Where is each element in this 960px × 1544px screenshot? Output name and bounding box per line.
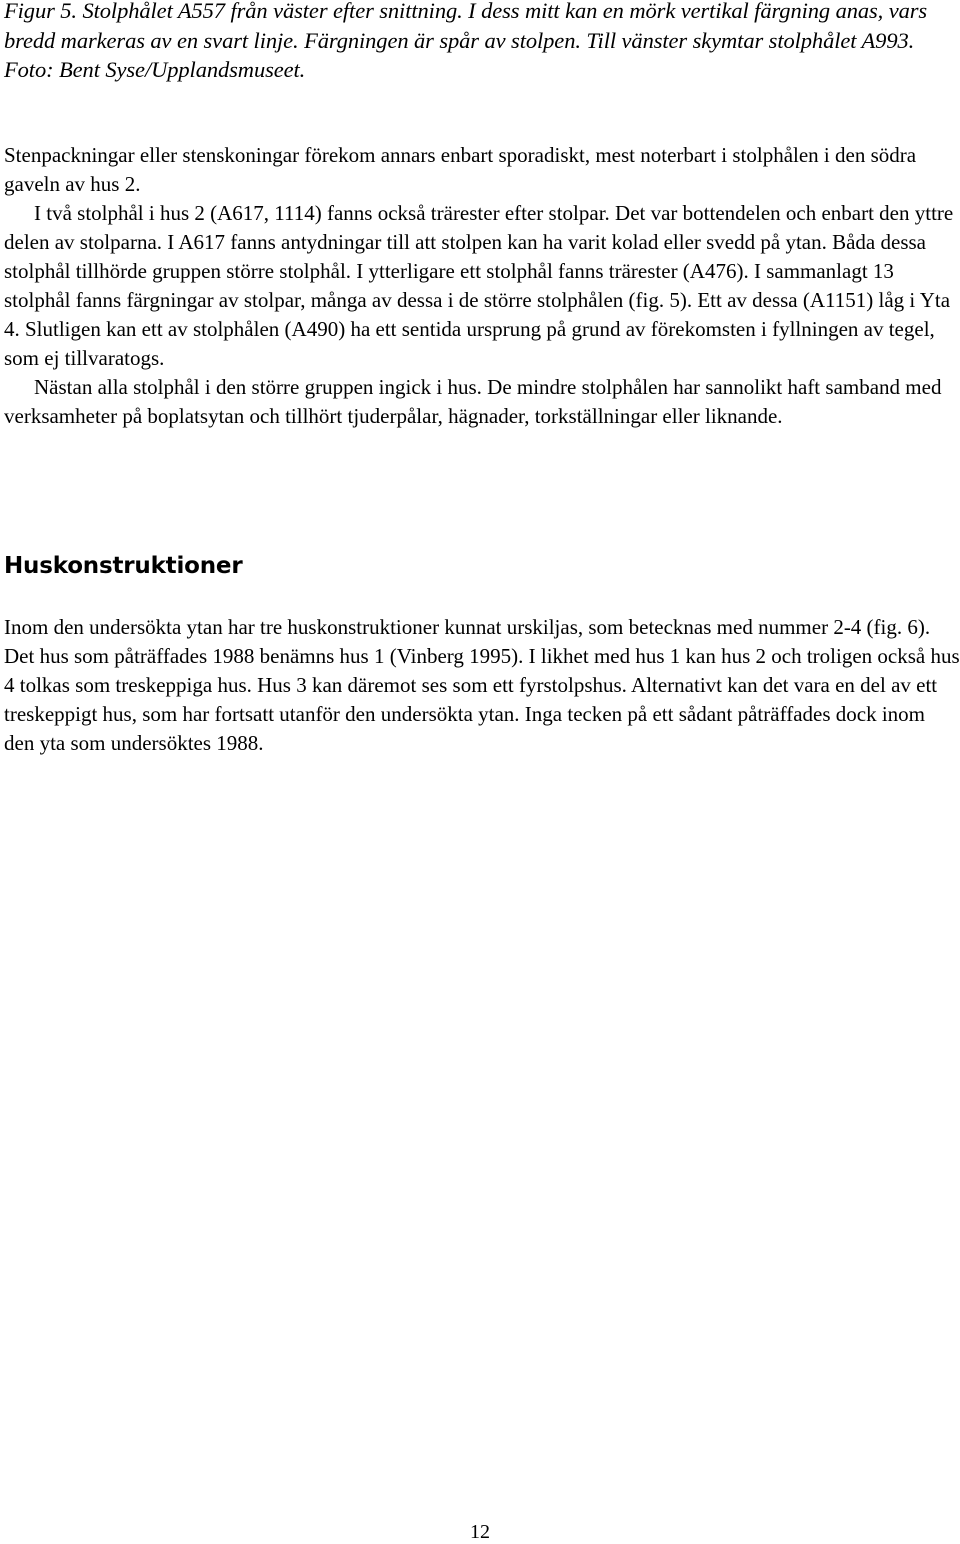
paragraph-huskonstruktioner: Inom den undersökta ytan har tre huskonstruktioner kunnat urskiljas, som betecknas med nummer 2-4 (fig. 6). Det hus som påträffades 1988 benämns hus 1 (Vinberg 1995). I likhet med hus 1 kan hus 2 och troligen också hus 4 tolkas som treskeppiga hus. Hus 3 kan däremot ses som ett fyrstolpshus. Alternativt kan det vara en del av ett treskeppigt hus, som har fortsatt utanför den undersökta ytan. Inga tecken på ett sådant påträffades dock inom den yta som undersöktes 1988. [4, 615, 960, 755]
paragraph-trarester: I två stolphål i hus 2 (A617, 1114) fanns också trärester efter stolpar. Det var bottendelen och enbart den yttre delen av stolparna. I A617 fanns antydningar till att stolpen kan ha varit kolad eller svedd på ytan. Båda dessa stolphål tillhörde gruppen större stolphål. I ytterligare ett stolphål fanns trärester (A476). I sammanlagt 13 stolphål fanns färgningar av stolpar, många av dessa i de större stolphålen (fig. 5). Ett av dessa (A1151) låg i Yta 4. Slutligen kan ett av stolphålen (A490) ha ett sentida ursprung på grund av förekomsten i fyllningen av tegel, som ej tillvaratogs. [4, 201, 954, 370]
body-section-huskonstruktioner [4, 613, 960, 758]
section-heading-huskonstruktioner: Huskonstruktioner [4, 553, 243, 579]
figure-caption: Figur 5. Stolphålet A557 från väster efter snittning. I dess mitt kan en mörk vertikal färgning anas, vars bredd markeras av en svart linje. Färgningen är spår av stolpen. Till vänster skymtar stolphålet A993. Foto: Bent Syse/Upplandsmuseet. [4, 0, 928, 82]
paragraph-stenpackningar: Stenpackningar eller stenskoningar förekom annars enbart sporadiskt, mest noterbart i stolphålen i den södra gaveln av hus 2. [4, 143, 917, 196]
page-number: 12 [470, 1521, 490, 1543]
body-section-stolphal [4, 141, 960, 431]
paragraph-storre-gruppen: Nästan alla stolphål i den större gruppen ingick i hus. De mindre stolphålen har sannolikt haft samband med verksamheter på boplatsytan och tillhört tjuderpålar, hägnader, torkställningar eller liknande. [4, 375, 942, 428]
